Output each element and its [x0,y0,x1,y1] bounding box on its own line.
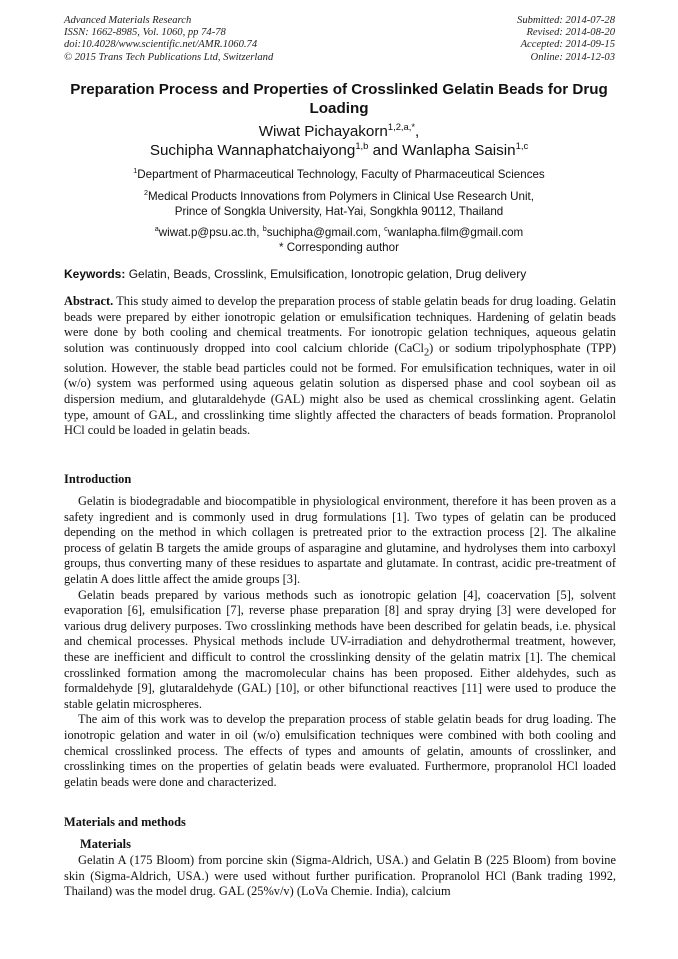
email-b-mark: b [262,224,267,234]
abstract-label: Abstract. [64,294,114,308]
author-list [64,122,614,160]
author-1-affiliation-mark: 1,2,a,* [387,120,416,132]
author-3: Wanlapha Saisin [402,142,516,159]
abstract-text-2: ) or sodium tripolyphosphate (TPP) solution. However, the stable bead particles could not be formed. For emulsification techniques, water in oil (w/o) system was performed using aqueous gelatin solution as dispersed phase and cool soybean oil as dispersion medium, and glutaraldehyde (GAL) might also be used as chemical crosslinking agent. Gelatin type, amount of GAL, and crosslinking time slightly affected the characters of beads formation. Propranolol HCl could be loaded in gelatin beads. [64,340,616,438]
keywords [64,267,616,282]
email-a[interactable]: wiwat.p@psu.ac.th, [158,226,263,239]
online-date: Online: 2014-12-03 [530,51,615,63]
introduction-body [64,494,616,790]
introduction-paragraph-2: Gelatin beads prepared by various methods such as ionotropic gelation [4], coacervation [5], solvent evaporation [6], emulsification [7], reverse phase preparation [8] and spray drying [3] were developed for various drug delivery purposes. Two crosslinking methods have been described for gelatin beads, i.e. physical and chemical processes. Physical methods include UV-irradiation and dehydrothermal treatment, however, these are inefficient and difficult to control the crosslinking density of the gelatin matrix [1]. The chemical crosslinked formation among the macromolecular chains has been proposed. Either aldehydes, such as formaldehyde [9], glutaraldehyde (GAL) [10], or other bifunctional reactives [11] were used to produce the stable gelatin microspheres. [64,587,616,711]
email-b[interactable]: suchipha@gmail.com, [266,226,385,239]
publication-dates [517,15,615,64]
author-1: Wiwat Pichayakorn [258,123,388,140]
copyright-line: © 2015 Trans Tech Publications Ltd, Switzerland [64,51,274,63]
author-conjunction: and [368,142,403,159]
materials-subheading: Materials [80,837,131,851]
affiliation-1-mark: 1 [133,166,138,176]
keywords-text: Gelatin, Beads, Crosslink, Emulsification, Ionotropic gelation, Drug delivery [125,267,527,281]
affiliation-2 [64,189,614,219]
doi-line: doi:10.4028/www.scientific.net/AMR.1060.74 [64,39,258,51]
revised-date: Revised: 2014-08-20 [526,27,615,39]
keywords-label: Keywords: [64,267,126,281]
author-separator: , [415,123,420,140]
affiliation-1-text: Department of Pharmaceutical Technology, Faculty of Pharmaceutical Sciences [137,168,545,181]
journal-info [64,15,273,64]
paper-title: Preparation Process and Properties of Crosslinked Gelatin Beads for Drug Loading [70,81,608,117]
abstract [64,294,616,439]
affiliation-2-mark: 2 [144,188,149,198]
abstract-subscript: 2 [423,347,430,359]
affiliation-2-line-1: Medical Products Innovations from Polymers in Clinical Use Research Unit, [148,190,534,203]
abstract-text-1: This study aimed to develop the preparation process of stable gelatin beads for drug loading. Gelatin beads were prepared by either ionotropic gelation or emulsification techniques. Hardening of gelatin beads were done by both cooling and chemical treatments. For ionotropic gelation techniques, aqueous gelatin solution was continuously dropped into cool calcium chloride (CaCl [64,294,616,355]
accepted-date: Accepted: 2014-09-15 [520,39,615,51]
issn-line: ISSN: 1662-8985, Vol. 1060, pp 74-78 [64,27,226,39]
materials-body [64,853,616,900]
author-2: Suchipha Wannaphatchaiyong [149,142,356,159]
submitted-date: Submitted: 2014-07-28 [517,15,615,26]
introduction-paragraph-3: The aim of this work was to develop the preparation process of stable gelatin beads for drug loading. The ionotropic gelation and water in oil (w/o) emulsification techniques were combined with both cooling and chemical crosslinked process. The effects of types and amounts of gelatin, amounts of crosslinker, and crosslinking times on the properties of gelatin beads were evaluated. Furthermore, propranolol HCl loaded gelatin beads were done and characterized. [64,712,616,789]
corresponding-author-note: * Corresponding author [279,241,399,254]
author-3-affiliation-mark: 1,c [515,139,529,151]
author-emails [64,225,614,255]
introduction-paragraph-1: Gelatin is biodegradable and biocompatible in physiological environment, therefore it has been proven as a safety ingredient and is commonly used in drug formulations [1]. Two types of gelatin can be produced depending on the method in which collagen is pretreated prior to the extraction process [2]. The alkaline process of gelatin B targets the amide groups of asparagine and glutamine, and hydrolyses them into carboxyl groups, thus converting many of these residues to aspartate and glutamate. In contrast, acidic pre-treatment of gelatin A does little affect the amide groups [3]. [64,494,616,586]
affiliation-1 [64,167,614,182]
affiliation-2-line-2: Prince of Songkla University, Hat-Yai, Songkhla 90112, Thailand [174,205,504,218]
journal-name: Advanced Materials Research [64,15,192,26]
methods-heading: Materials and methods [64,815,186,829]
email-c-mark: c [384,224,388,234]
email-a-mark: a [154,224,159,234]
introduction-heading: Introduction [64,472,132,486]
materials-paragraph: Gelatin A (175 Bloom) from porcine skin (Sigma-Aldrich, USA.) and Gelatin B (225 Bloom) from bovine skin (Sigma-Aldrich, USA.) were used without further purification. Propranolol HCl (Bank trading 1992, Thailand) was the model drug. GAL (25%v/v) (LoVa Chemie. India), calcium [64,853,616,899]
author-2-affiliation-mark: 1,b [355,139,369,151]
email-c[interactable]: wanlapha.film@gmail.com [387,226,524,239]
